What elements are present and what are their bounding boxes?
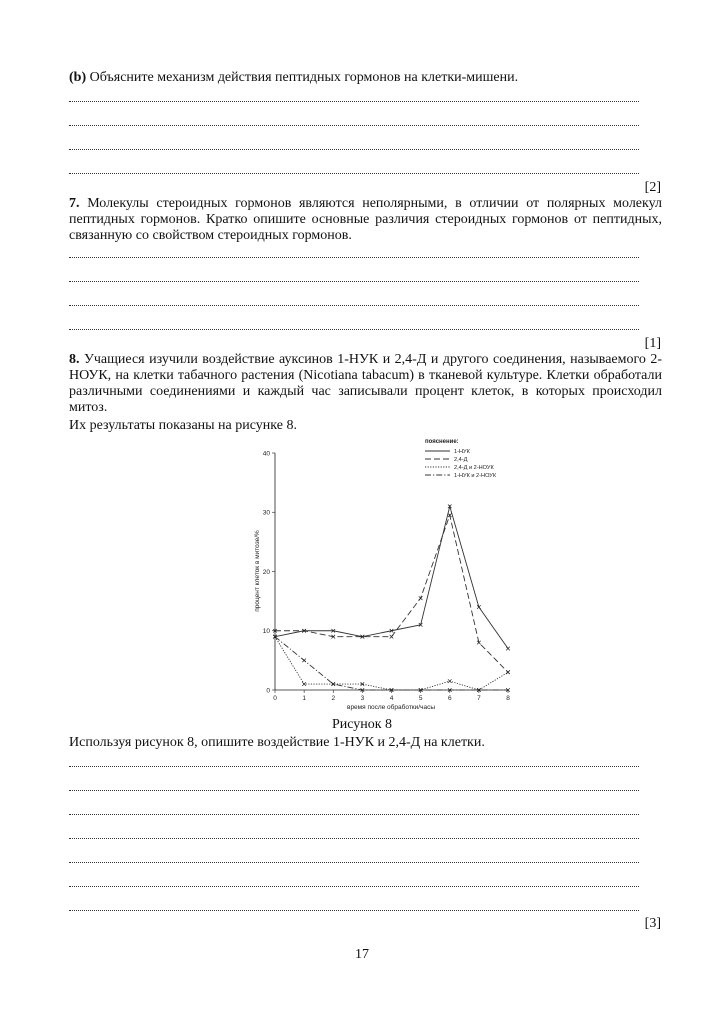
legend-label: 1-НУК и 2-НОУК bbox=[454, 473, 497, 479]
y-tick-label: 10 bbox=[262, 628, 270, 636]
mark-q7: [1] bbox=[644, 336, 661, 351]
data-point-marker bbox=[506, 647, 510, 651]
mark-q8: [3] bbox=[644, 916, 661, 931]
x-axis-label: время после обработки/часы bbox=[346, 704, 436, 711]
x-tick-label: 6 bbox=[447, 695, 452, 702]
answer-line[interactable] bbox=[69, 327, 639, 330]
answer-line[interactable] bbox=[69, 908, 639, 911]
data-point-marker bbox=[506, 670, 510, 674]
question-6b bbox=[69, 70, 518, 86]
chart-ticks bbox=[263, 450, 510, 702]
figure-8-chart bbox=[230, 435, 530, 715]
answer-line[interactable] bbox=[69, 788, 639, 791]
x-tick-label: 3 bbox=[360, 695, 365, 702]
question-8-results-line: Их результаты показаны на рисунке 8. bbox=[69, 418, 297, 433]
question-7-number: 7. bbox=[69, 196, 80, 211]
x-tick-label: 7 bbox=[477, 695, 481, 702]
data-point-marker bbox=[302, 682, 306, 686]
x-tick-label: 2 bbox=[331, 695, 336, 702]
question-7-text: Молекулы стероидных гормонов являются неполярными, в отличии от полярных молекул пептидных гормонов. Кратко опишите основные различия стероидных гормонов от пептидных, связанную со свойством стероидных гормонов. bbox=[69, 196, 662, 243]
x-tick-label: 0 bbox=[273, 695, 277, 702]
chart-axes bbox=[275, 453, 508, 690]
answer-line[interactable] bbox=[69, 836, 639, 839]
legend-label: 2,4-Д и 2-НОУК bbox=[454, 465, 494, 471]
series-line-1 bbox=[275, 506, 508, 648]
answer-line[interactable] bbox=[69, 255, 639, 258]
y-axis-label: процент клеток в митозе/% bbox=[254, 530, 261, 612]
answer-line[interactable] bbox=[69, 812, 639, 815]
legend-title: пояснение: bbox=[425, 439, 459, 445]
data-point-marker bbox=[302, 659, 306, 663]
question-8-number: 8. bbox=[69, 352, 80, 367]
legend-label: 2,4-Д bbox=[454, 457, 468, 463]
answer-line[interactable] bbox=[69, 860, 639, 863]
answer-line[interactable] bbox=[69, 123, 639, 126]
answer-line[interactable] bbox=[69, 279, 639, 282]
question-6b-label: (b) bbox=[69, 70, 87, 85]
data-point-marker bbox=[448, 679, 452, 683]
chart-legend bbox=[425, 439, 497, 479]
answer-line[interactable] bbox=[69, 147, 639, 150]
question-8 bbox=[69, 352, 662, 416]
y-tick-label: 30 bbox=[262, 509, 270, 517]
legend-label: 1-НУК bbox=[454, 449, 470, 455]
series-line-2 bbox=[275, 515, 508, 672]
series-line-4 bbox=[275, 637, 508, 690]
x-tick-label: 1 bbox=[302, 695, 306, 702]
question-8-task: Используя рисунок 8, опишите воздействие 1-НУК и 2,4-Д на клетки. bbox=[69, 735, 485, 750]
chart-series bbox=[273, 505, 510, 692]
answer-line[interactable] bbox=[69, 764, 639, 767]
y-tick-label: 20 bbox=[262, 568, 270, 576]
mark-q6b: [2] bbox=[644, 180, 661, 195]
answer-line[interactable] bbox=[69, 884, 639, 887]
answer-line[interactable] bbox=[69, 303, 639, 306]
y-tick-label: 0 bbox=[266, 687, 270, 695]
question-6b-text: Объясните механизм действия пептидных гормонов на клетки-мишени. bbox=[89, 70, 519, 85]
question-8-text: Учащиеся изучили воздействие ауксинов 1-НУК и 2,4-Д и другого соединения, называемого 2-НОУК, на клетки табачного растения (Nicotiana tabacum) в тканевой культуре. Клетки обработали различными соединениями и каждый час записывали процент клеток, в которых происходил митоз. bbox=[69, 352, 662, 415]
data-point-marker bbox=[390, 635, 394, 639]
question-7 bbox=[69, 196, 662, 244]
x-tick-label: 8 bbox=[506, 695, 510, 702]
y-tick-label: 40 bbox=[262, 450, 270, 458]
page-number: 17 bbox=[355, 947, 369, 962]
answer-line[interactable] bbox=[69, 171, 639, 174]
x-tick-label: 5 bbox=[418, 695, 423, 702]
x-tick-label: 4 bbox=[389, 695, 394, 702]
series-line-3 bbox=[275, 637, 508, 690]
figure-caption: Рисунок 8 bbox=[331, 717, 393, 732]
answer-line[interactable] bbox=[69, 99, 639, 102]
